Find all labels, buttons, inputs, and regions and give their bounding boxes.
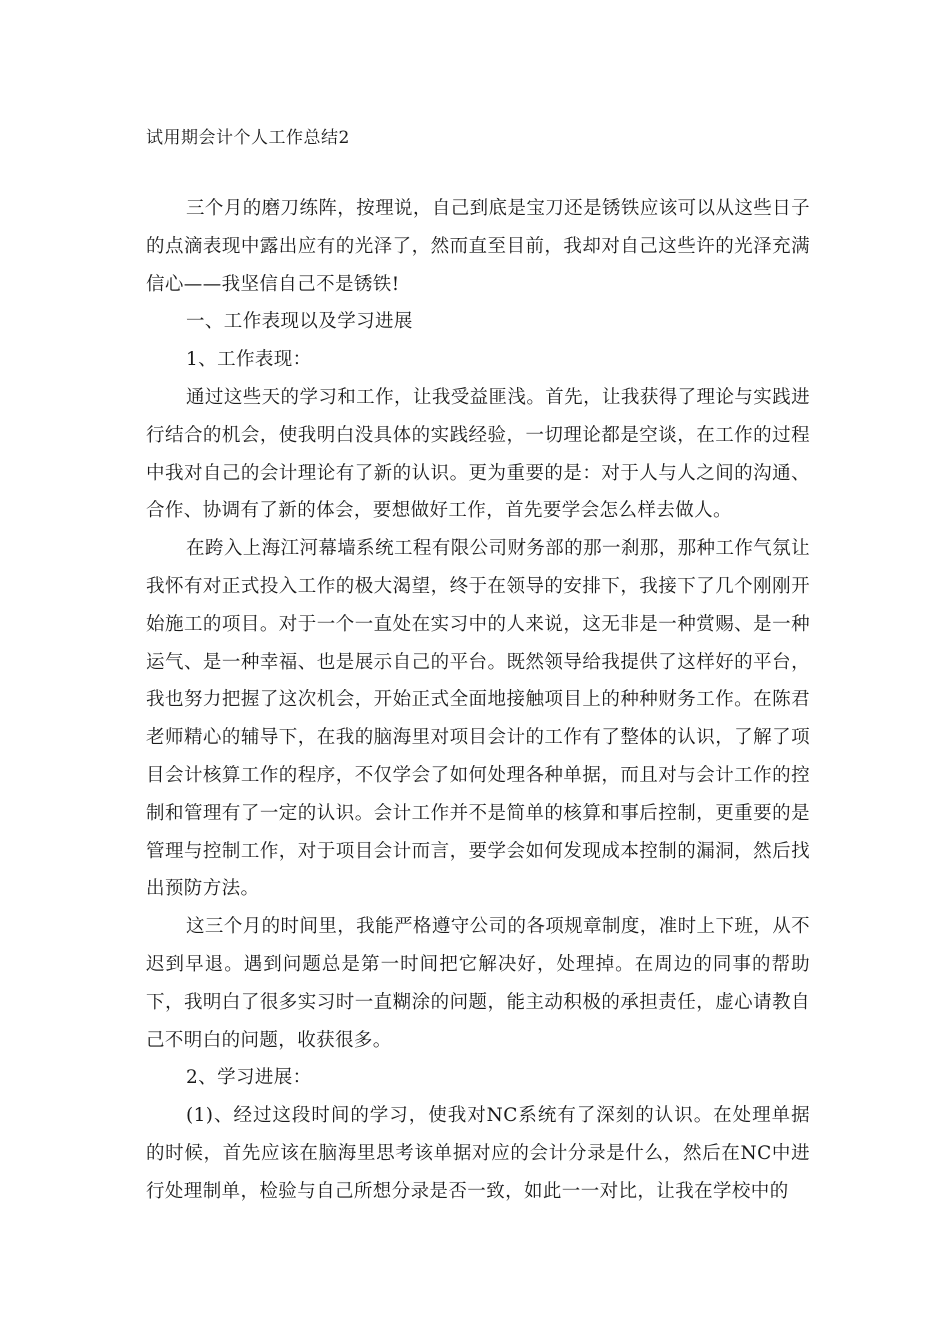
document-body: [146, 190, 810, 1211]
paragraph-discipline: 这三个月的时间里，我能严格遵守公司的各项规章制度，准时上下班，从不迟到早退。遇到问题总是第一时间把它解决好，处理掉。在周边的同事的帮助下，我明白了很多实习时一直糊涂的问题，能主动积极的承担责任，虚心请教自己不明白的问题，收获很多。: [146, 916, 810, 1051]
paragraph-intro: 三个月的磨刀练阵，按理说，自己到底是宝刀还是锈铁应该可以从这些日子的点滴表现中露出应有的光泽了，然而直至目前，我却对自己这些许的光泽充满信心——我坚信自己不是锈铁!: [146, 198, 810, 295]
subheading-study-progress: 2、学习进展：: [186, 1067, 312, 1089]
paragraph-joining-company: 在跨入上海江河幕墙系统工程有限公司财务部的那一刹那，那种工作气氛让我怀有对正式投入工作的极大渴望，终于在领导的安排下，我接下了几个刚刚开始施工的项目。对于一个一直处在实习中的人来说，这无非是一种赏赐、是一种运气、是一种幸福、也是展示自己的平台。既然领导给我提供了这样好的平台，我也努力把握了这次机会，开始正式全面地接触项目上的种种财务工作。在陈君老师精心的辅导下，在我的脑海里对项目会计的工作有了整体的认识，了解了项目会计核算工作的程序，不仅学会了如何处理各种单据，而且对与会计工作的控制和管理有了一定的认识。会计工作并不是简单的核算和事后控制，更重要的是管理与控制工作，对于项目会计而言，要学会如何发现成本控制的漏洞，然后找出预防方法。: [146, 538, 810, 900]
paragraph-nc-system: (1)、经过这段时间的学习，使我对NC系统有了深刻的认识。在处理单据的时候，首先应该在脑海里思考该单据对应的会计分录是什么，然后在NC中进行处理制单，检验与自己所想分录是否一致，如此一一对比，让我在学校中的: [146, 1105, 810, 1202]
paragraph-work-performance: 通过这些天的学习和工作，让我受益匪浅。首先，让我获得了理论与实践进行结合的机会，使我明白没具体的实践经验，一切理论都是空谈，在工作的过程中我对自己的会计理论有了新的认识。更为重要的是：对于人与人之间的沟通、合作、协调有了新的体会，要想做好工作，首先要学会怎么样去做人。: [146, 386, 810, 522]
subheading-work-performance: 1、工作表现：: [186, 349, 312, 371]
document-title: 试用期会计个人工作总结2: [146, 128, 350, 148]
section-heading-work-and-study: 一、工作表现以及学习进展: [186, 311, 413, 333]
